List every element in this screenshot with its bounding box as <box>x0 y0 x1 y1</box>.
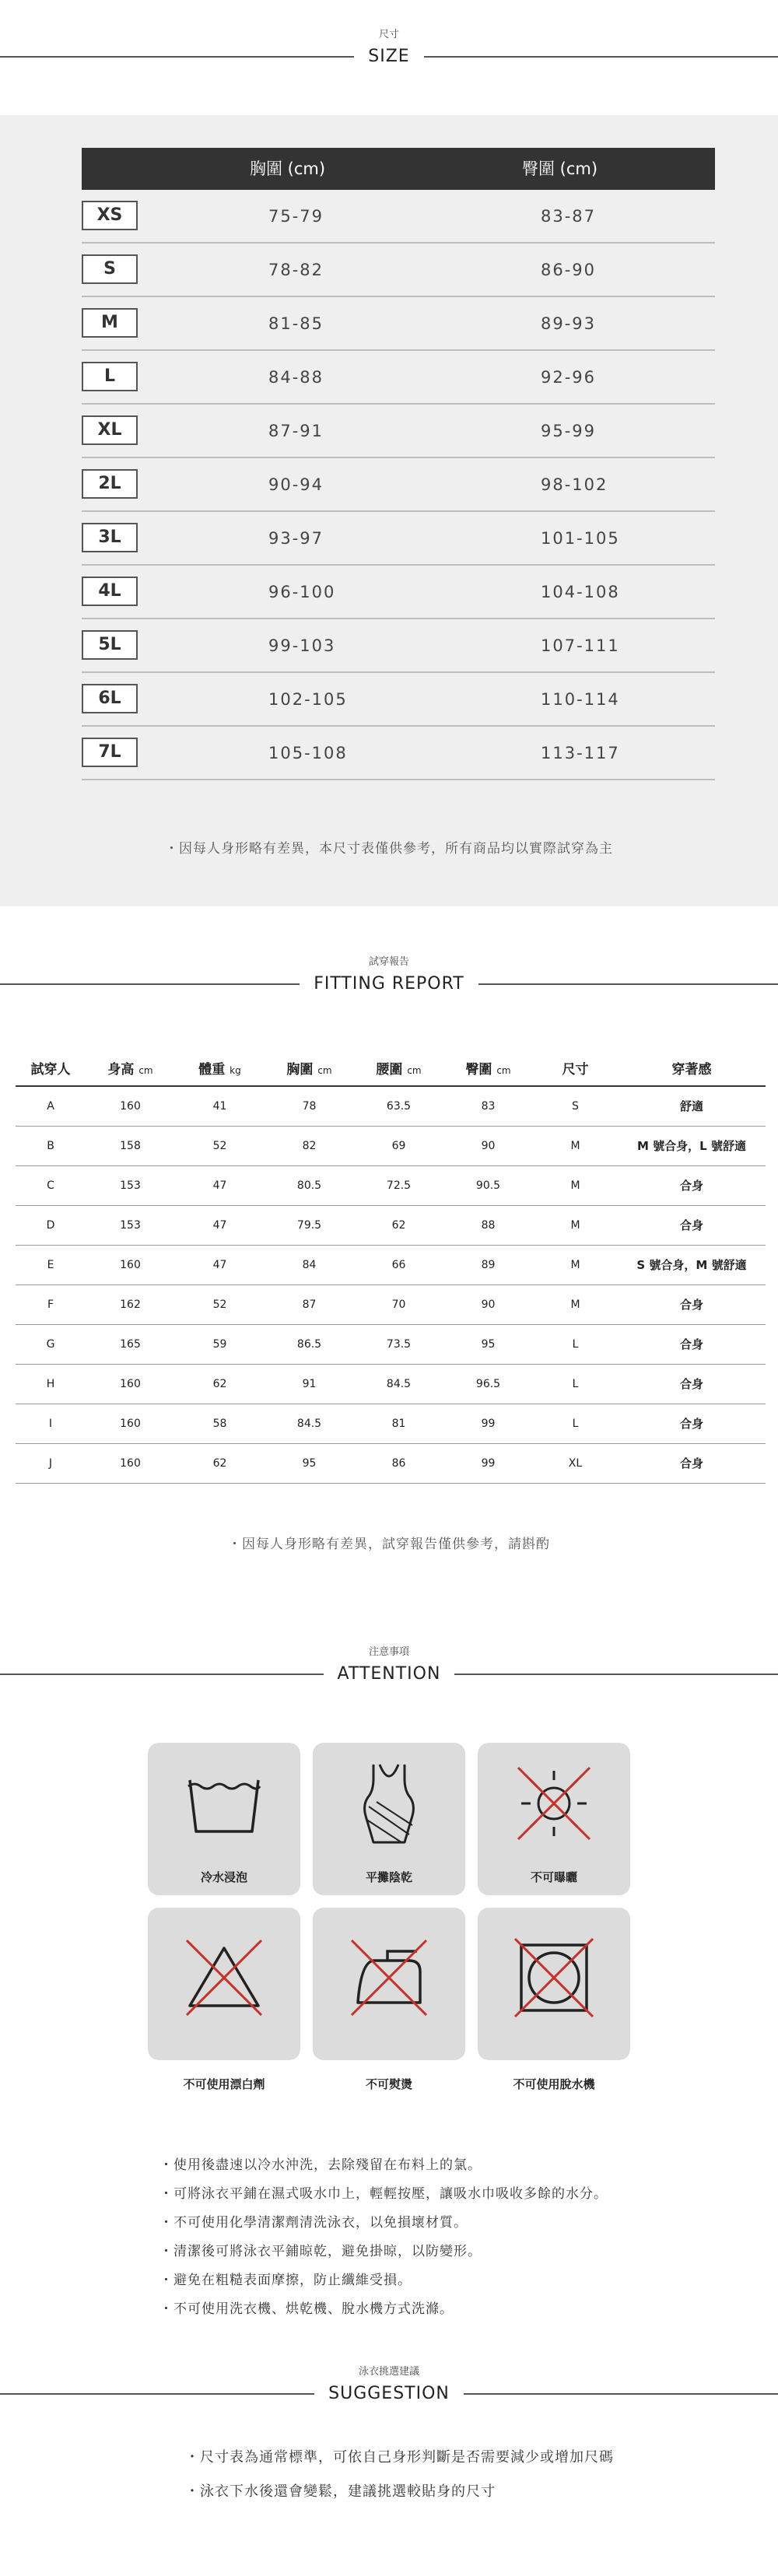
cell-waist: 63.5 <box>354 1086 443 1126</box>
cell-waist: 66 <box>354 1245 443 1284</box>
fitting-note: ・因每人身形略有差異，試穿報告僅供參考，請斟酌 <box>228 1537 550 1552</box>
cell-person: D <box>16 1205 86 1245</box>
divider-line <box>467 983 778 985</box>
header-label: 胸圍 <box>286 1062 314 1078</box>
header-label: 尺寸 <box>562 1062 589 1078</box>
cell-chest: 86.5 <box>265 1324 354 1364</box>
cell-chest: 87 <box>265 1284 354 1324</box>
list-item: ・避免在粗糙表面摩擦，防止纖維受損。 <box>159 2273 412 2288</box>
cell-hip: 90 <box>443 1284 533 1324</box>
lay-flat-dry-icon <box>342 1757 436 1850</box>
cell-height: 158 <box>86 1126 175 1165</box>
cell-size: L <box>533 1364 618 1404</box>
cell-hip: 88 <box>443 1205 533 1245</box>
cell-weight: 52 <box>175 1284 265 1324</box>
fitting-header-cell <box>86 1050 175 1086</box>
cell-chest: 79.5 <box>265 1205 354 1245</box>
size-row <box>82 619 715 673</box>
table-row <box>16 1245 766 1284</box>
hip-range: 92-96 <box>541 368 597 387</box>
size-row <box>82 673 715 727</box>
chest-range: 78-82 <box>268 261 324 279</box>
divider-line <box>451 1674 778 1675</box>
chest-range: 84-88 <box>268 368 324 387</box>
care-tile-no-sun <box>478 1743 630 1895</box>
suggestion-section-header <box>0 2365 778 2406</box>
hip-range: 104-108 <box>541 583 620 601</box>
care-label: 不可使用漂白劑 <box>183 2077 265 2091</box>
size-row <box>82 351 715 405</box>
fitting-header-cell <box>175 1050 265 1086</box>
cell-size: S <box>533 1086 618 1126</box>
cell-feel: 合身 <box>618 1443 766 1483</box>
table-row <box>16 1165 766 1205</box>
header-unit: cm <box>496 1065 511 1076</box>
fitting-table-header <box>16 1050 766 1086</box>
size-row <box>82 244 715 297</box>
chest-range: 90-94 <box>268 475 324 494</box>
cell-size: M <box>533 1284 618 1324</box>
cell-person: H <box>16 1364 86 1404</box>
cell-size: XL <box>533 1443 618 1483</box>
size-row <box>82 566 715 619</box>
care-tile-lay-flat <box>313 1743 465 1895</box>
cell-waist: 86 <box>354 1443 443 1483</box>
cell-height: 160 <box>86 1404 175 1443</box>
cell-hip: 99 <box>443 1404 533 1443</box>
cell-weight: 52 <box>175 1126 265 1165</box>
cell-feel: 合身 <box>618 1404 766 1443</box>
cell-weight: 47 <box>175 1245 265 1284</box>
cell-size: M <box>533 1245 618 1284</box>
cell-chest: 80.5 <box>265 1165 354 1205</box>
size-row <box>82 405 715 458</box>
hip-range: 83-87 <box>541 207 597 226</box>
cell-height: 165 <box>86 1324 175 1364</box>
size-title-en: SIZE <box>354 45 423 68</box>
chest-range: 99-103 <box>268 636 336 655</box>
no-sun-dry-icon <box>507 1757 601 1850</box>
chest-header: 胸圍 (cm) <box>250 159 326 178</box>
hip-range: 107-111 <box>541 636 620 655</box>
cell-feel: 合身 <box>618 1364 766 1404</box>
cell-height: 162 <box>86 1284 175 1324</box>
cell-size: L <box>533 1324 618 1364</box>
cell-chest: 91 <box>265 1364 354 1404</box>
cell-height: 160 <box>86 1245 175 1284</box>
care-tile-no-iron <box>313 1908 465 2060</box>
hip-header: 臀圍 (cm) <box>522 159 598 178</box>
list-item: ・不可使用化學清潔劑清洗泳衣，以免損壞材質。 <box>159 2215 468 2231</box>
no-iron-icon <box>342 1931 436 2024</box>
cell-waist: 62 <box>354 1205 443 1245</box>
hip-range: 110-114 <box>541 690 620 709</box>
fitting-header-cell <box>618 1050 766 1086</box>
size-label: S <box>82 254 138 284</box>
size-table <box>82 148 715 780</box>
list-item: ・使用後盡速以冷水沖洗，去除殘留在布料上的氯。 <box>159 2157 482 2173</box>
suggestion-title-en: SUGGESTION <box>314 2382 464 2406</box>
cell-chest: 84.5 <box>265 1404 354 1443</box>
size-label: 5L <box>82 630 138 660</box>
no-bleach-icon <box>177 1931 271 2024</box>
size-section-header <box>0 28 778 68</box>
table-row <box>16 1126 766 1165</box>
cell-feel: M 號合身，L 號舒適 <box>618 1126 766 1165</box>
fitting-report-table <box>16 1050 766 1484</box>
cell-weight: 47 <box>175 1205 265 1245</box>
no-tumble-dry-icon <box>507 1931 601 2024</box>
chest-range: 87-91 <box>268 422 324 440</box>
hip-range: 101-105 <box>541 529 620 548</box>
attention-section-header <box>0 1645 778 1686</box>
cell-person: A <box>16 1086 86 1126</box>
cell-chest: 95 <box>265 1443 354 1483</box>
list-item: ・泳衣下水後還會變鬆，建議挑選較貼身的尺寸 <box>185 2483 496 2500</box>
cell-hip: 96.5 <box>443 1364 533 1404</box>
cell-chest: 78 <box>265 1086 354 1126</box>
cell-hip: 99 <box>443 1443 533 1483</box>
cell-height: 160 <box>86 1086 175 1126</box>
chest-range: 81-85 <box>268 314 324 333</box>
cell-hip: 83 <box>443 1086 533 1126</box>
size-row <box>82 727 715 780</box>
cell-weight: 47 <box>175 1165 265 1205</box>
size-label: M <box>82 308 138 338</box>
cell-height: 160 <box>86 1443 175 1483</box>
divider-line <box>0 1674 327 1675</box>
size-label: XL <box>82 415 138 445</box>
table-row <box>16 1364 766 1404</box>
fitting-header-cell <box>265 1050 354 1086</box>
size-label: 4L <box>82 577 138 606</box>
cell-height: 153 <box>86 1165 175 1205</box>
cell-hip: 90 <box>443 1126 533 1165</box>
hip-range: 95-99 <box>541 422 597 440</box>
cell-size: M <box>533 1205 618 1245</box>
cell-weight: 62 <box>175 1443 265 1483</box>
size-row <box>82 190 715 244</box>
cell-waist: 81 <box>354 1404 443 1443</box>
care-tile-cold-water <box>148 1743 300 1895</box>
table-row <box>16 1324 766 1364</box>
chest-range: 102-105 <box>268 690 348 709</box>
cell-feel: 合身 <box>618 1324 766 1364</box>
header-label: 試穿人 <box>30 1062 71 1078</box>
size-row <box>82 297 715 351</box>
divider-line <box>0 56 369 58</box>
header-label: 體重 <box>198 1062 226 1078</box>
cell-size: M <box>533 1126 618 1165</box>
size-table-header <box>82 148 715 190</box>
table-row <box>16 1404 766 1443</box>
list-item: ・清潔後可將泳衣平鋪晾乾，避免掛晾，以防變形。 <box>159 2244 482 2259</box>
care-label: 不可曝曬 <box>530 1870 577 1884</box>
cell-size: M <box>533 1165 618 1205</box>
size-row <box>82 458 715 512</box>
cell-person: J <box>16 1443 86 1483</box>
header-label: 穿著感 <box>671 1062 712 1078</box>
header-label: 身高 <box>107 1062 135 1078</box>
chest-range: 96-100 <box>268 583 336 601</box>
attention-title-zh: 注意事項 <box>368 1646 409 1658</box>
cell-waist: 73.5 <box>354 1324 443 1364</box>
cell-height: 160 <box>86 1364 175 1404</box>
fitting-title-en: FITTING REPORT <box>300 973 478 996</box>
cell-person: I <box>16 1404 86 1443</box>
size-label: L <box>82 362 138 391</box>
chest-range: 75-79 <box>268 207 324 226</box>
chest-range: 93-97 <box>268 529 324 548</box>
cell-person: E <box>16 1245 86 1284</box>
cell-feel: 合身 <box>618 1284 766 1324</box>
size-label: 7L <box>82 738 138 767</box>
care-label: 平攤陰乾 <box>365 1870 412 1884</box>
cell-hip: 89 <box>443 1245 533 1284</box>
divider-line <box>0 983 311 985</box>
cell-feel: 舒適 <box>618 1086 766 1126</box>
size-label: 6L <box>82 684 138 713</box>
cell-waist: 72.5 <box>354 1165 443 1205</box>
suggestion-title-zh: 泳衣挑選建議 <box>358 2366 419 2378</box>
fitting-header-cell <box>443 1050 533 1086</box>
cell-person: C <box>16 1165 86 1205</box>
table-row <box>16 1205 766 1245</box>
cell-weight: 62 <box>175 1364 265 1404</box>
suggestion-notes-list <box>185 2441 614 2509</box>
cell-feel: S 號合身，M 號舒適 <box>618 1245 766 1284</box>
care-label: 不可熨燙 <box>365 2077 412 2091</box>
table-row <box>16 1443 766 1483</box>
size-row <box>82 512 715 566</box>
size-label: 2L <box>82 469 138 499</box>
hip-range: 113-117 <box>541 744 620 762</box>
cell-waist: 69 <box>354 1126 443 1165</box>
size-title-zh: 尺寸 <box>378 29 399 40</box>
attention-notes-list <box>159 2151 608 2324</box>
cell-hip: 90.5 <box>443 1165 533 1205</box>
header-unit: kg <box>230 1065 241 1076</box>
header-label: 臀圍 <box>465 1062 492 1078</box>
cell-chest: 84 <box>265 1245 354 1284</box>
cell-feel: 合身 <box>618 1165 766 1205</box>
attention-title-en: ATTENTION <box>324 1663 455 1686</box>
size-panel <box>0 115 778 906</box>
table-row <box>16 1284 766 1324</box>
care-label: 冷水浸泡 <box>200 1870 247 1884</box>
hip-range: 86-90 <box>541 261 597 279</box>
cell-waist: 84.5 <box>354 1364 443 1404</box>
care-label: 不可使用脫水機 <box>513 2077 595 2091</box>
list-item: ・可將泳衣平鋪在濕式吸水巾上，輕輕按壓，讓吸水巾吸收多餘的水分。 <box>159 2186 608 2202</box>
cell-size: L <box>533 1404 618 1443</box>
cell-weight: 58 <box>175 1404 265 1443</box>
list-item: ・不可使用洗衣機、烘乾機、脫水機方式洗滌。 <box>159 2301 454 2317</box>
fitting-section-header <box>0 955 778 996</box>
header-unit: cm <box>317 1065 332 1076</box>
header-label: 腰圍 <box>376 1062 403 1078</box>
header-unit: cm <box>407 1065 422 1076</box>
cold-water-soak-icon <box>177 1757 271 1850</box>
fitting-header-cell <box>16 1050 86 1086</box>
header-unit: cm <box>138 1065 153 1076</box>
cell-waist: 70 <box>354 1284 443 1324</box>
divider-line <box>409 56 778 58</box>
size-note: ・因每人身形略有差異，本尺寸表僅供參考，所有商品均以實際試穿為主 <box>165 841 613 857</box>
care-tile-no-tumble-dry <box>478 1908 630 2060</box>
hip-range: 98-102 <box>541 475 608 494</box>
cell-person: B <box>16 1126 86 1165</box>
cell-weight: 59 <box>175 1324 265 1364</box>
fitting-title-zh: 試穿報告 <box>368 956 409 968</box>
size-label: XS <box>82 201 138 230</box>
care-tile-no-bleach <box>148 1908 300 2060</box>
fitting-header-cell <box>533 1050 618 1086</box>
table-row <box>16 1086 766 1126</box>
list-item: ・尺寸表為通常標準，可依自己身形判斷是否需要減少或增加尺碼 <box>185 2449 614 2466</box>
size-label: 3L <box>82 523 138 552</box>
cell-person: F <box>16 1284 86 1324</box>
cell-height: 153 <box>86 1205 175 1245</box>
cell-weight: 41 <box>175 1086 265 1126</box>
divider-line <box>459 2393 778 2395</box>
fitting-header-cell <box>354 1050 443 1086</box>
cell-chest: 82 <box>265 1126 354 1165</box>
hip-range: 89-93 <box>541 314 597 333</box>
divider-line <box>0 2393 319 2395</box>
cell-person: G <box>16 1324 86 1364</box>
cell-feel: 合身 <box>618 1205 766 1245</box>
cell-hip: 95 <box>443 1324 533 1364</box>
chest-range: 105-108 <box>268 744 348 762</box>
